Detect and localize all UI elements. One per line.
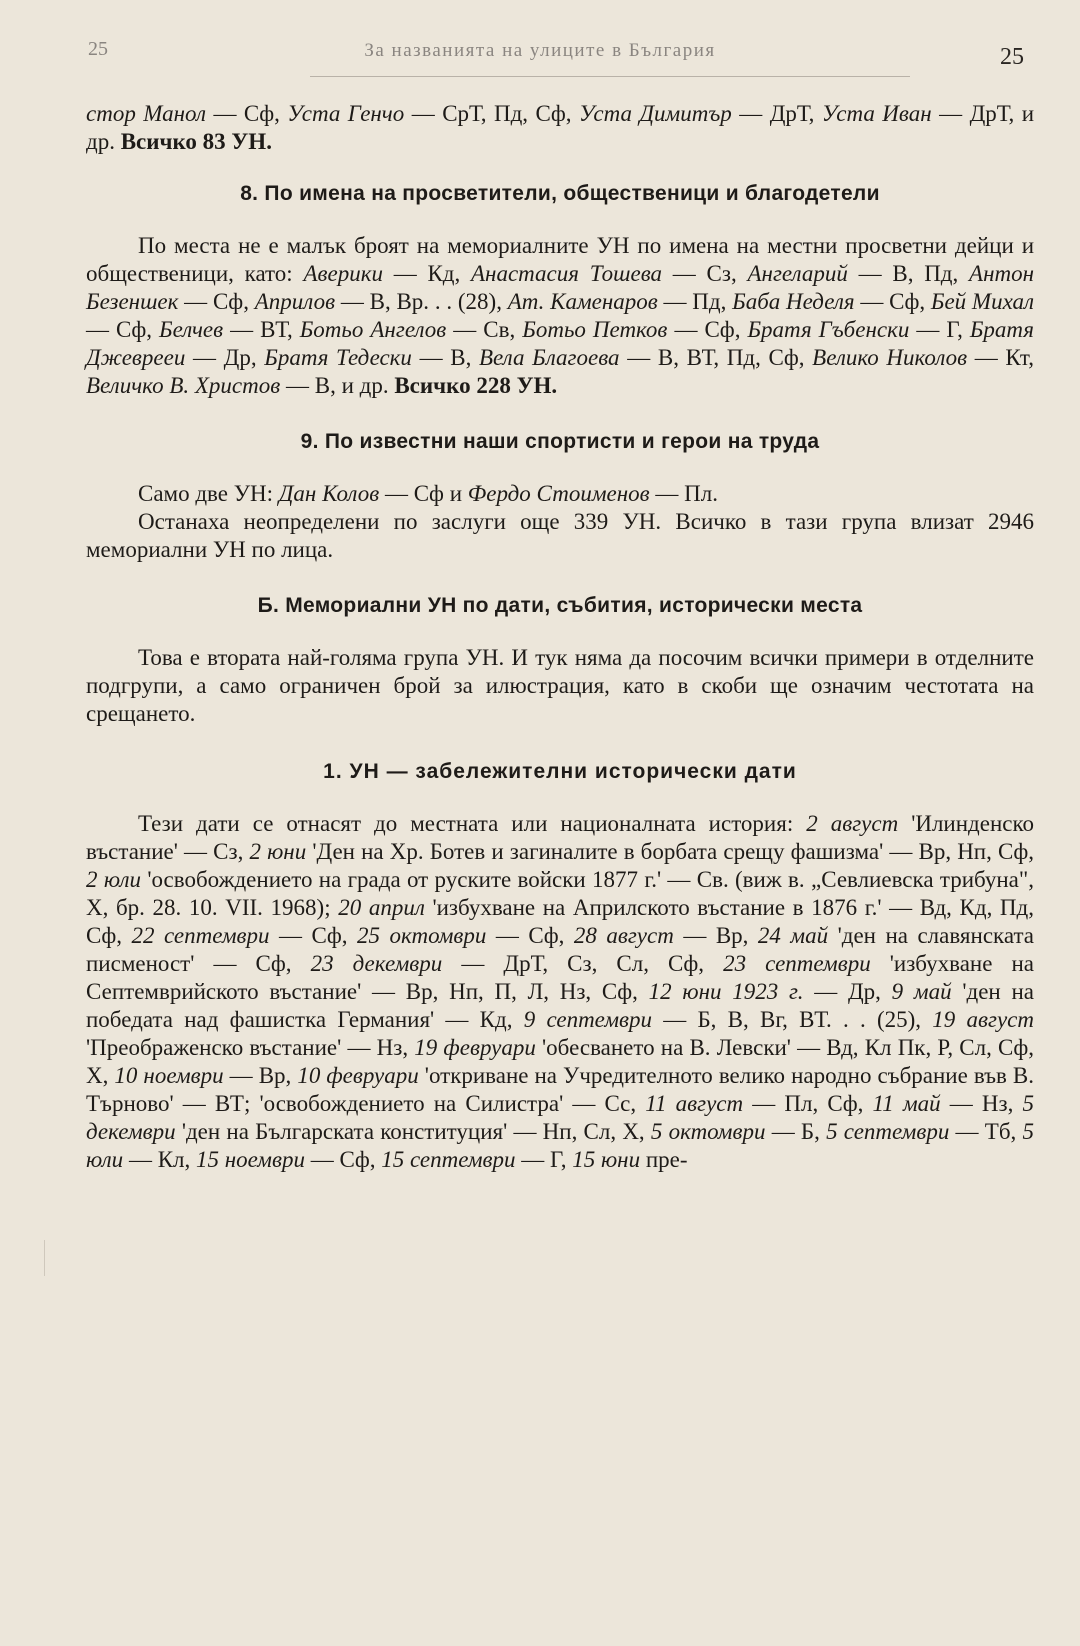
paragraph-continuation: стор Манол — Сф, Уста Генчо — СрТ, Пд, Сф, Уста Димитър — ДрТ, Уста Иван — ДрТ, и др. Всичко 83 УН. bbox=[86, 101, 1035, 154]
section-heading-9: 9. По известни наши спортисти и герои на труда bbox=[300, 430, 820, 453]
margin-mark bbox=[44, 1240, 45, 1276]
page-number-left: 25 bbox=[88, 38, 108, 60]
page-number-right: 25 bbox=[1000, 44, 1024, 70]
running-header: За названията на улиците в България bbox=[364, 40, 716, 61]
subsection-heading-1: 1. УН — забележителни исторически дати bbox=[323, 760, 797, 783]
paragraph-enlighteners: По места не е малък броят на мемориалните УН по имена на местни просветни дейци и общественици, като: Аверики — Кд, Анастасия Тошева — Сз, Ангеларий — В, Пд, Антон Безеншек — Сф, Априлов — В, Вр. . . (28), Ат. Каменаров — Пд, Баба Неделя — Сф, Бей Михал — Сф, Белчев — ВТ, Ботьо Ангелов — Св, Ботьо Петков — Сф, Братя Гъбенски — Г, Братя Джеврееи — Др, Братя Тедески — В, Вела Благоева — В, ВТ, Пд, Сф, Велико Николов — Кт, Величко В. Христов — В, и др. Всичко 228 УН. bbox=[86, 233, 1035, 398]
header-rule bbox=[310, 76, 910, 77]
paragraph-historic-dates: Тези дати се отнасят до местната или националната история: 2 август 'Илинденско въстание' — Сз, 2 юни 'Ден на Хр. Ботев и загиналите в борбата срещу фашизма' — Вр, Нп, Сф, 2 юли 'освобождението на града от руските войски 1877 г.' — Св. (виж в. „Севлиевска трибуна", X, бр. 28. 10. VII. 1968); 20 април 'избухване на Априлското въстание в 1876 г.' — Вд, Кд, Пд, Сф, 22 септември — Сф, 25 октомври — Сф, 28 август — Вр, 24 май 'ден на славянската писменост' — Сф, 23 декември — ДрТ, Сз, Сл, Сф, 23 септември 'избухване на Септемврийското въстание' — Вр, Нп, П, Л, Нз, Сф, 12 юни 1923 г. — Др, 9 май 'ден на победата над фашистка Германия' — Кд, 9 септември — Б, В, Вг, ВТ. . . (25), 19 август 'Преображенско въстание' — Нз, 19 февруари 'обесването на В. Левски' — Вд, Кл Пк, Р, Сл, Сф, Х, 10 ноември — Вр, 10 февруари 'откриване на Учредителното велико народно събрание във В. Търново' — ВТ; 'освобождението на Силистра' — Сс, 11 август — Пл, Сф, 11 май — Нз, 5 декември 'ден на Българската конституция' — Нп, Сл, Х, 5 октомври — Б, 5 септември — Тб, 5 юли — Кл, 15 ноември — Сф, 15 септември — Г, 15 юни пре- bbox=[86, 811, 1035, 1172]
page-content bbox=[86, 100, 1034, 1174]
paragraph-memorial-dates-intro: Това е втората най-голяма група УН. И тук няма да посочим всички примери в отделните подгрупи, а само ограничен брой за илюстрация, като в скоби ще означим честотата на срещането. bbox=[86, 645, 1034, 726]
section-heading-b: Б. Мемориални УН по дати, събития, исторически места bbox=[257, 594, 863, 617]
section-heading-8: 8. По имена на просветители, общественици и благодетели bbox=[240, 182, 880, 205]
paragraph-undetermined: Останаха неопределени по заслуги още 339 УН. Всичко в тази група влизат 2946 мемориални УН по лица. bbox=[86, 509, 1034, 562]
paragraph-sportsmen: Само две УН: Дан Колов — Сф и Фердо Стоименов — Пл. bbox=[138, 481, 718, 506]
